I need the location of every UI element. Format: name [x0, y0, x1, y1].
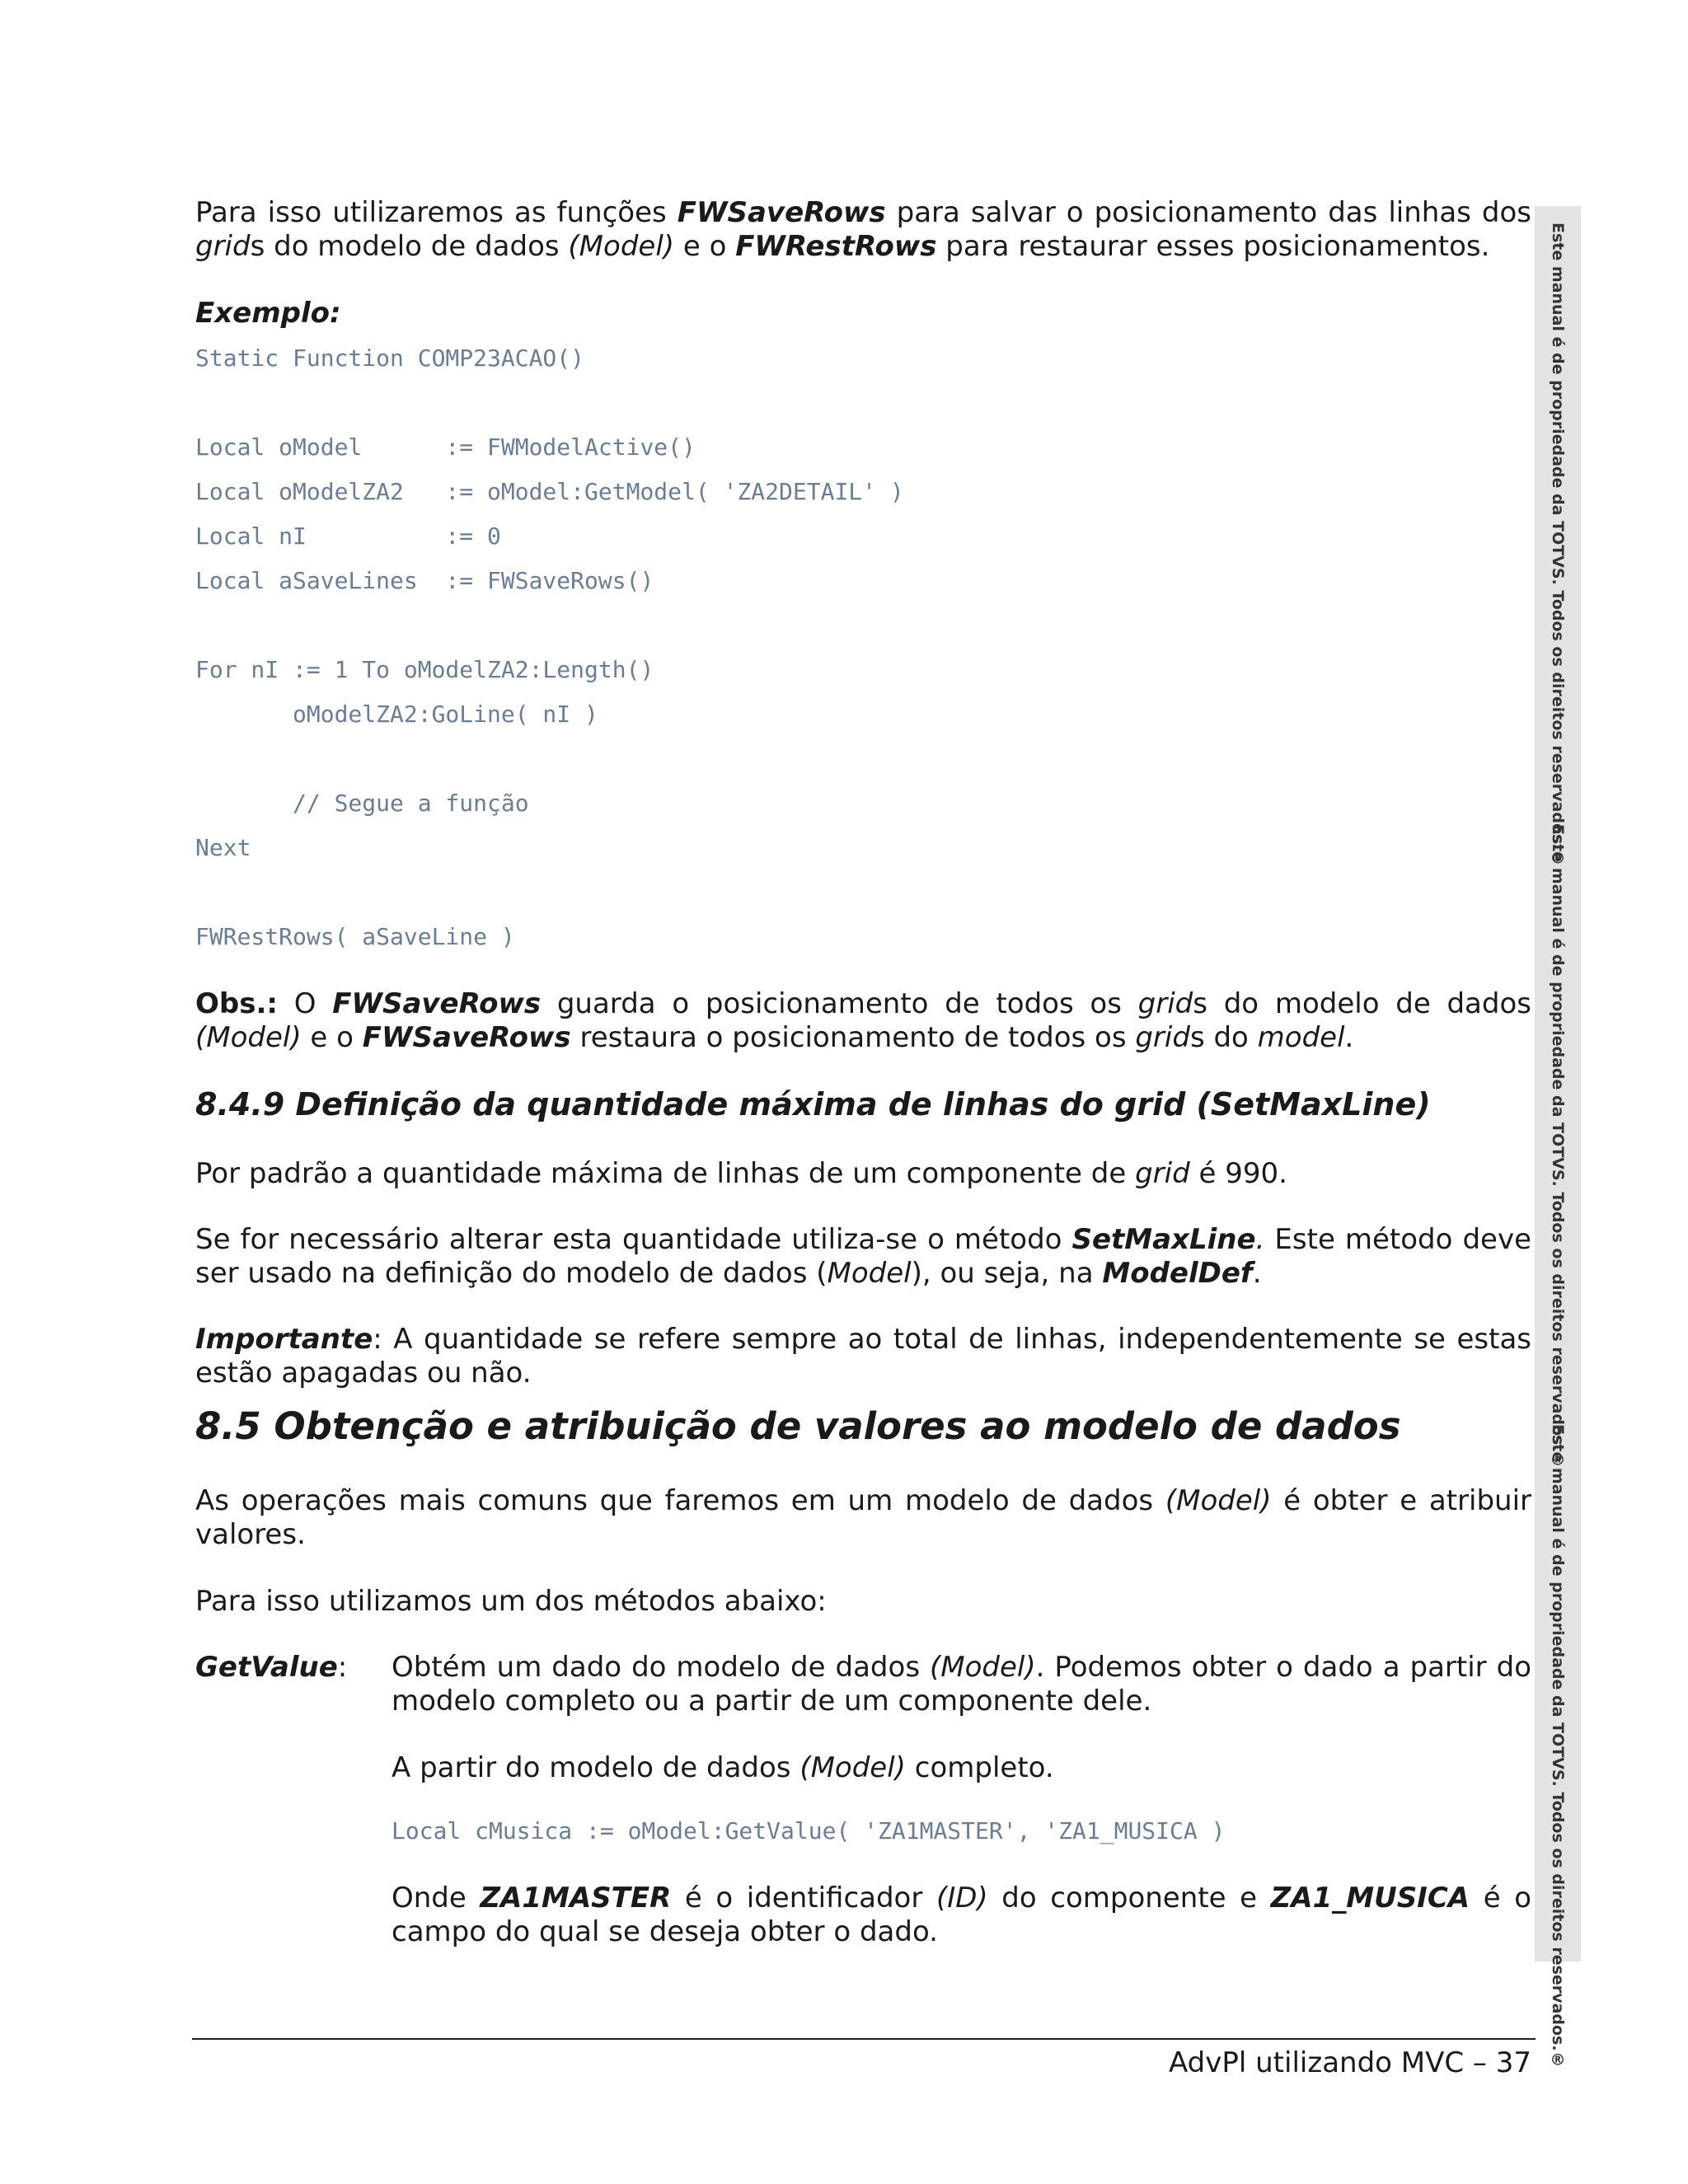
keyword: ModelDef: [1102, 1257, 1253, 1290]
copyright-sidebar: [1535, 206, 1581, 2069]
example-label: Exemplo:: [195, 297, 341, 330]
text: .: [1255, 1223, 1265, 1256]
text: s do modelo de dados: [250, 230, 569, 263]
text: guarda o posicionamento de todos os: [541, 987, 1138, 1020]
text: .: [1252, 1257, 1262, 1290]
text: ), ou seja, na: [911, 1257, 1103, 1290]
keyword: FWSaveRows: [332, 987, 542, 1020]
copyright-text: Este manual é de propriedade da TOTVS. Todos os direitos reservados.®: [1549, 223, 1567, 868]
keyword: ZA1_MUSICA: [1270, 1882, 1470, 1915]
text: As operações mais comuns que faremos em um modelo de dados: [195, 1484, 1165, 1517]
copyright-text: Este manual é de propriedade da TOTVS. Todos os direitos reservados.®: [1549, 1424, 1567, 2069]
text: .: [1344, 1021, 1354, 1054]
getvalue-code: Local cMusica := oModel:GetValue( 'ZA1MASTER', 'ZA1_MUSICA ): [392, 1817, 1226, 1844]
section-85-p1: [195, 1484, 1531, 1552]
keyword: model: [1257, 1021, 1345, 1054]
section-85-heading: 8.5 Obtenção e atribuição de valores ao modelo de dados: [195, 1404, 1401, 1448]
section-849-p2: [195, 1223, 1531, 1291]
text: para restaurar esses posicionamentos.: [936, 230, 1490, 263]
keyword: (Model): [568, 230, 675, 263]
footer-divider: [192, 2038, 1536, 2040]
text: completo.: [905, 1751, 1054, 1784]
code-line: Next: [195, 834, 251, 861]
section-85-p2: Para isso utilizamos um dos métodos abaixo:: [195, 1585, 827, 1618]
code-line: Local oModelZA2 := oModel:GetModel( 'ZA2DETAIL' ): [195, 478, 904, 505]
text: Por padrão a quantidade máxima de linhas de um componente de: [195, 1157, 1136, 1190]
code-line: FWRestRows( aSaveLine ): [195, 923, 515, 950]
text: . Podemos obter o dado a partir do modelo completo ou a partir de um componente dele.: [392, 1651, 1531, 1718]
text: Obtém um dado do modelo de dados: [392, 1651, 930, 1684]
keyword: grid: [1137, 987, 1193, 1020]
text: é obter e atribuir valores.: [195, 1484, 1532, 1551]
text: e o: [674, 230, 736, 263]
copyright-text: Este manual é de propriedade da TOTVS. Todos os direitos reservados.®: [1549, 824, 1567, 1469]
text: :: [337, 1651, 348, 1684]
keyword: GetValue: [195, 1651, 338, 1684]
getvalue-term: [195, 1651, 347, 1685]
text: Onde: [392, 1882, 481, 1915]
getvalue-full-model: [392, 1751, 1531, 1785]
keyword: (ID): [935, 1882, 988, 1915]
keyword: grid: [1135, 1157, 1190, 1190]
keyword: (Model): [1165, 1484, 1272, 1517]
text: é o campo do qual se deseja obter o dado.: [392, 1882, 1532, 1948]
text: Se for necessário alterar esta quantidade utiliza-se o método: [195, 1223, 1072, 1256]
code-line: Local aSaveLines := FWSaveRows(): [195, 567, 654, 594]
code-line: Local nI := 0: [195, 523, 501, 550]
keyword: SetMaxLine: [1071, 1223, 1256, 1256]
obs-paragraph: [195, 987, 1531, 1055]
code-line: For nI := 1 To oModelZA2:Length(): [195, 656, 654, 683]
text: s do: [1189, 1021, 1258, 1054]
code-line: Static Function COMP23ACAO(): [195, 344, 585, 372]
text: : A quantidade se refere sempre ao total de linhas, independentemente se estas estão apagadas ou não.: [195, 1323, 1531, 1390]
label: Importante: [195, 1323, 373, 1356]
keyword: (Model): [799, 1751, 906, 1784]
code-line: Local oModel := FWModelActive(): [195, 434, 696, 461]
page-footer: AdvPl utilizando MVC – 37: [1169, 2046, 1531, 2079]
keyword: FWSaveRows: [362, 1021, 571, 1054]
getvalue-explanation: [392, 1882, 1531, 1949]
text: para salvar o posicionamento das linhas dos: [885, 196, 1531, 229]
text: s do modelo de dados: [1193, 987, 1531, 1020]
code-line: // Segue a função: [195, 790, 529, 817]
keyword: Model: [827, 1257, 912, 1290]
keyword: grid: [195, 230, 251, 263]
section-849-p3: [195, 1323, 1531, 1390]
keyword: (Model): [195, 1021, 302, 1054]
text: do componente e: [987, 1882, 1271, 1915]
intro-paragraph: [195, 196, 1531, 264]
keyword: FWSaveRows: [677, 196, 886, 229]
text: é 990.: [1189, 1157, 1287, 1190]
section-849-heading: 8.4.9 Definição da quantidade máxima de linhas do grid (SetMaxLine): [195, 1086, 1431, 1122]
text: Para isso utilizaremos as funções: [195, 196, 678, 229]
keyword: ZA1MASTER: [480, 1882, 672, 1915]
section-849-p1: [195, 1157, 1531, 1191]
text: é o identificador: [671, 1882, 936, 1915]
text: Este método deve ser usado na definição do modelo de dados (: [195, 1223, 1531, 1290]
keyword: FWRestRows: [735, 230, 937, 263]
getvalue-description: [392, 1651, 1531, 1718]
text: restaura o posicionamento de todos os: [570, 1021, 1136, 1054]
text: e o: [301, 1021, 363, 1054]
keyword: (Model): [930, 1651, 1036, 1684]
text: A partir do modelo de dados: [392, 1751, 800, 1784]
keyword: grid: [1135, 1021, 1190, 1054]
text: O: [278, 987, 333, 1020]
code-line: oModelZA2:GoLine( nI ): [195, 701, 598, 728]
label: Obs.:: [195, 987, 278, 1020]
